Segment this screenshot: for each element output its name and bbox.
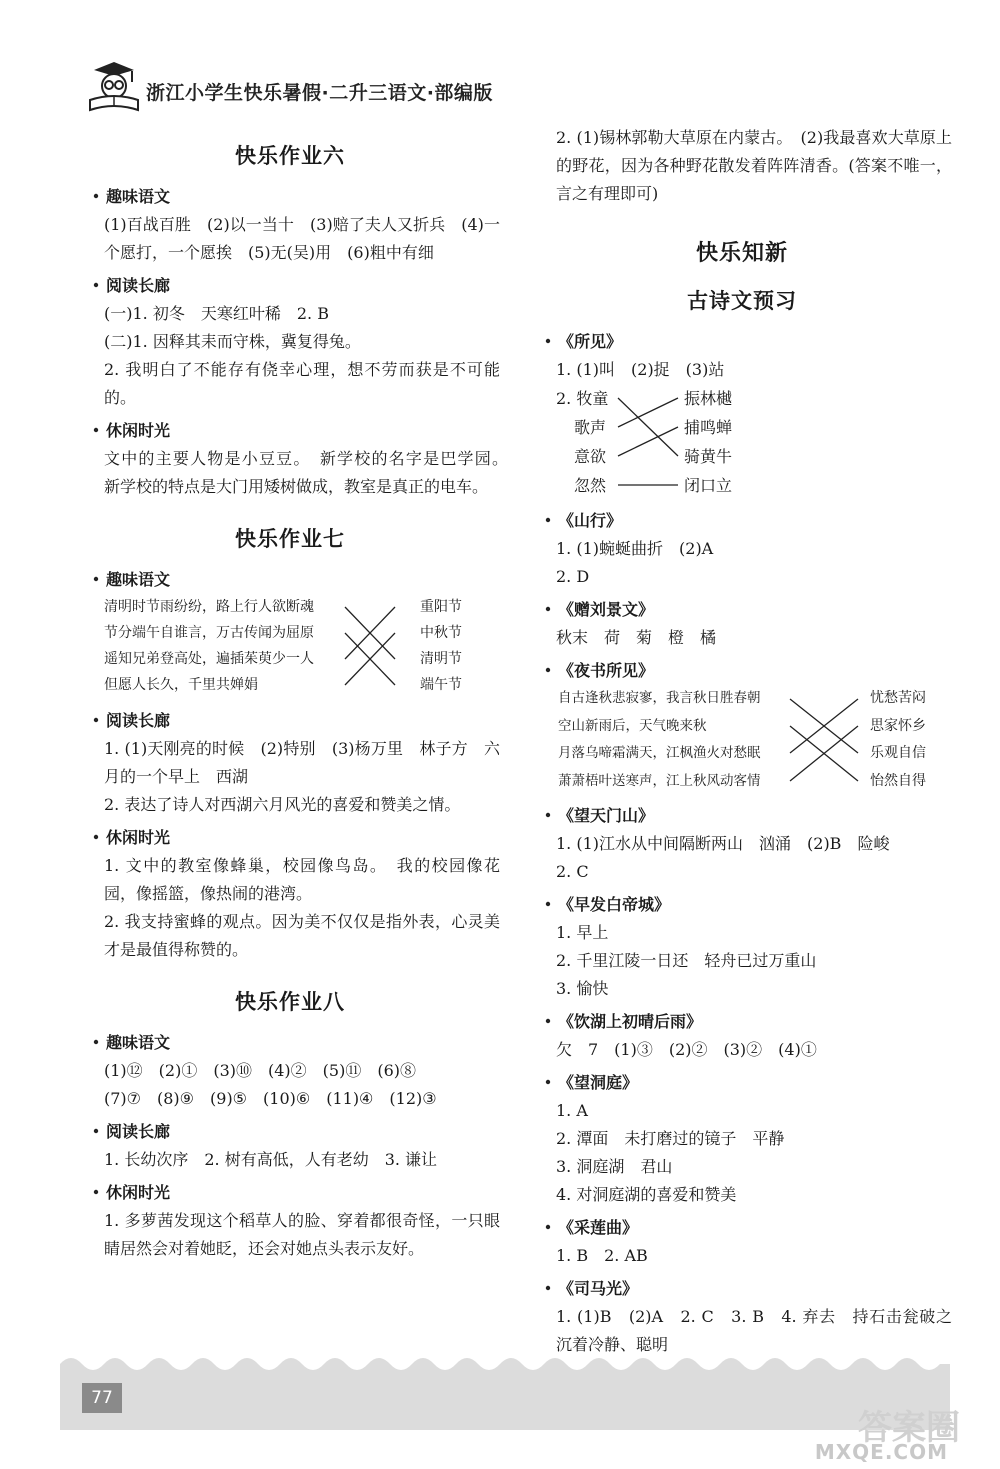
hw7-section-leisure [80, 825, 500, 848]
section-bullet-icon [80, 1033, 102, 1051]
poem-suojian-heading [532, 329, 952, 352]
poem-yeshu-heading [532, 658, 952, 681]
baidi-line-2: 2. 千里江陵一日还 轻舟已过万重山 [556, 951, 817, 970]
page-header-title: 浙江小学生快乐暑假·二升三语文·部编版 [146, 82, 493, 104]
section-label: 休闲时光 [106, 828, 171, 847]
section-label: 《饮湖上初晴后雨》 [558, 1012, 703, 1031]
section-bullet-icon [80, 187, 102, 205]
section-bullet-icon [80, 711, 102, 729]
festival-item: 重阳节 [420, 599, 462, 615]
section-bullet-icon [532, 1279, 554, 1297]
section-label: 《望洞庭》 [558, 1073, 639, 1092]
match-right-item: 捕鸣蝉 [684, 418, 733, 437]
yinhu-line-1: 欠 7 (1)③ (2)② (3)② (4)① [556, 1040, 817, 1059]
hw6-leisure-answers: 文中的主要人物是小豆豆。 新学校的名字是巴学园。 新学校的特点是大门用矮树做成，教室是真正的电车。 [104, 449, 517, 496]
section-label: 趣味语文 [106, 187, 171, 206]
poem-tianmen-heading [532, 803, 952, 826]
section-title-ancient-poems: 古诗文预习 [687, 289, 797, 313]
festival-item: 中秋节 [420, 625, 462, 641]
section-label: 阅读长廊 [106, 1122, 171, 1141]
poem-line: 但愿人长久，千里共婵娟 [104, 677, 258, 693]
footer-wave-band [60, 1350, 950, 1430]
poem-line: 月落乌啼霜满天，江枫渔火对愁眠 [558, 745, 761, 761]
shanxing-line-2: 2. D [556, 567, 590, 586]
hw8-section-leisure [80, 1180, 500, 1203]
section-label: 《所见》 [558, 332, 623, 351]
page-number: 77 [82, 1383, 122, 1413]
hw6-fun-answers: (1)百战百胜 (2)以一当十 (3)赔了夫人又折兵 (4)一个愿打，一个愿挨 (5)无(吴)用 (6)粗中有细 [104, 215, 500, 262]
continued-answer: 2. (1)锡林郭勒大草原在内蒙古。 (2)我最喜欢大草原上的野花，因为各种野花散发着阵阵清香。(答案不唯一，言之有理即可) [556, 128, 952, 203]
section-label: 阅读长廊 [106, 711, 171, 730]
section-label: 《司马光》 [558, 1279, 639, 1298]
match-left-item: 意欲 [574, 447, 607, 466]
section-bullet-icon [532, 1218, 554, 1236]
hw7-reading-line-1: 1. (1)天刚亮的时候 (2)特别 (3)杨万里 林子方 六月的一个早上 西湖 [104, 739, 500, 786]
section-label: 《山行》 [558, 511, 623, 530]
hw7-poem-festival-matching [80, 594, 500, 702]
watermark-url: MXQE.COM [814, 1440, 948, 1464]
poem-zengliu-heading [532, 597, 952, 620]
emotion-item: 怡然自得 [870, 772, 926, 789]
section-bullet-icon [80, 1183, 102, 1201]
hw7-section-fun [80, 567, 500, 590]
match-right-item: 闭口立 [684, 476, 733, 495]
section-label: 休闲时光 [106, 421, 171, 440]
watermark-logo: 答案圈 [858, 1408, 960, 1448]
section-label: 趣味语文 [106, 570, 171, 589]
match-right-item: 振林樾 [684, 389, 733, 408]
hw6-title: 快乐作业六 [235, 144, 345, 168]
sima-line-1: 1. (1)B (2)A 2. C 3. B 4. 弃去 持石击瓮破之 沉着冷静、聪明 [556, 1307, 969, 1354]
match-right-item: 骑黄牛 [684, 447, 733, 466]
section-bullet-icon [80, 421, 102, 439]
hw7-section-reading [80, 708, 500, 731]
match-left-item: 2. 牧童 [556, 389, 609, 408]
section-bullet-icon [532, 806, 554, 824]
section-label: 《夜书所见》 [558, 661, 655, 680]
poem-line: 自古逢秋悲寂寥，我言秋日胜春朝 [558, 690, 761, 706]
suojian-matching [532, 384, 952, 502]
tianmen-line-1: 1. (1)江水从中间隔断两山 汹涌 (2)B 险峻 [556, 834, 890, 853]
section-label: 《赠刘景文》 [558, 600, 655, 619]
dongting-line-3: 3. 洞庭湖 君山 [556, 1157, 673, 1176]
baidi-line-1: 1. 早上 [556, 923, 609, 942]
poem-line: 清明时节雨纷纷，路上行人欲断魂 [104, 599, 314, 615]
left-column [80, 118, 517, 1263]
right-column [532, 124, 969, 1359]
section-bullet-icon [532, 332, 554, 350]
festival-item: 端午节 [420, 677, 462, 693]
hw7-leisure-line-1: 1. 文中的教室像蜂巢，校园像鸟岛。 我的校园像花园，像摇篮，像热闹的港湾。 [104, 856, 500, 903]
hw8-fun-line-2: (7)⑦ (8)⑨ (9)⑤ (10)⑥ (11)④ (12)③ [104, 1089, 437, 1108]
hw7-leisure-line-2: 2. 我支持蜜蜂的观点。因为美不仅仅是指外表，心灵美才是最值得称赞的。 [104, 912, 500, 959]
shanxing-line-1: 1. (1)蜿蜒曲折 (2)A [556, 539, 714, 558]
zengliu-line-1: 秋末 荷 菊 橙 橘 [556, 628, 717, 647]
section-label: 休闲时光 [106, 1183, 171, 1202]
section-label: 《采莲曲》 [558, 1218, 639, 1237]
section-bullet-icon [532, 895, 554, 913]
cailian-line-1: 1. B 2. AB [556, 1246, 648, 1265]
poem-shanxing-heading [532, 508, 952, 531]
tianmen-line-2: 2. C [556, 862, 589, 881]
baidi-line-3: 3. 愉快 [556, 979, 609, 998]
section-title-kuaile-zhixin: 快乐知新 [695, 241, 788, 266]
section-label: 阅读长廊 [106, 276, 171, 295]
section-bullet-icon [80, 828, 102, 846]
hw6-section-reading [80, 273, 500, 296]
poem-cailian-heading [532, 1215, 952, 1238]
section-bullet-icon [532, 1012, 554, 1030]
dongting-line-2: 2. 潭面 未打磨过的镜子 平静 [556, 1129, 785, 1148]
hw8-leisure-line-1: 1. 多萝茜发现这个稻草人的脸、穿着都很奇怪，一只眼睛居然会对着她眨，还会对她点头表示友好。 [104, 1211, 500, 1258]
poem-line: 空山新雨后，天气晚来秋 [558, 717, 707, 734]
hw6-section-fun [80, 184, 500, 207]
section-bullet-icon [532, 511, 554, 529]
poem-line: 萧萧梧叶送寒声，江上秋风动客情 [558, 772, 761, 789]
hw7-title: 快乐作业七 [235, 527, 345, 551]
dongting-line-1: 1. A [556, 1101, 588, 1120]
hw6-reading-line-3: 2. 我明白了不能存有侥幸心理，想不劳而获是不可能的。 [104, 360, 500, 407]
section-label: 《早发白帝城》 [558, 895, 671, 914]
section-bullet-icon [532, 1073, 554, 1091]
poem-yinhu-heading [532, 1009, 952, 1032]
hw7-reading-line-2: 2. 表达了诗人对西湖六月风光的喜爱和赞美之情。 [104, 795, 461, 814]
emotion-item: 乐观自信 [870, 745, 926, 761]
hw6-reading-line-2: (二)1. 因释其耒而守株，冀复得兔。 [104, 332, 361, 351]
festival-item: 清明节 [420, 651, 462, 667]
hw8-fun-line-1: (1)⑫ (2)① (3)⑩ (4)② (5)⑪ (6)⑧ [104, 1061, 416, 1080]
emotion-item: 思家怀乡 [870, 717, 926, 734]
match-left-item: 忽然 [574, 476, 607, 495]
poem-line: 节分端午自谁言，万古传闻为屈原 [104, 625, 314, 641]
poem-dongting-heading [532, 1070, 952, 1093]
match-left-item: 歌声 [574, 418, 607, 437]
section-bullet-icon [532, 661, 554, 679]
poem-line: 遥知兄弟登高处，遍插茱萸少一人 [104, 651, 314, 667]
section-label: 趣味语文 [106, 1033, 171, 1052]
hw8-section-reading [80, 1119, 500, 1142]
section-bullet-icon [80, 1122, 102, 1140]
emotion-item: 忧愁苦闷 [870, 690, 926, 706]
hw8-title: 快乐作业八 [235, 990, 345, 1014]
page-header [86, 62, 646, 112]
section-bullet-icon [532, 600, 554, 618]
mascot-reading-icon [86, 62, 142, 112]
poem-sima-heading [532, 1276, 952, 1299]
dongting-line-4: 4. 对洞庭湖的喜爱和赞美 [556, 1185, 737, 1204]
yeshu-matching [532, 685, 952, 797]
hw8-reading-line-1: 1. 长幼次序 2. 树有高低，人有老幼 3. 谦让 [104, 1150, 438, 1169]
section-bullet-icon [80, 276, 102, 294]
section-bullet-icon [80, 570, 102, 588]
hw6-reading-line-1: (一)1. 初冬 天寒红叶稀 2. B [104, 304, 329, 323]
poem-baidi-heading [532, 892, 952, 915]
hw6-section-leisure [80, 418, 500, 441]
hw8-section-fun [80, 1030, 500, 1053]
suojian-line-1: 1. (1)叫 (2)捉 (3)站 [556, 360, 725, 379]
section-label: 《望天门山》 [558, 806, 655, 825]
